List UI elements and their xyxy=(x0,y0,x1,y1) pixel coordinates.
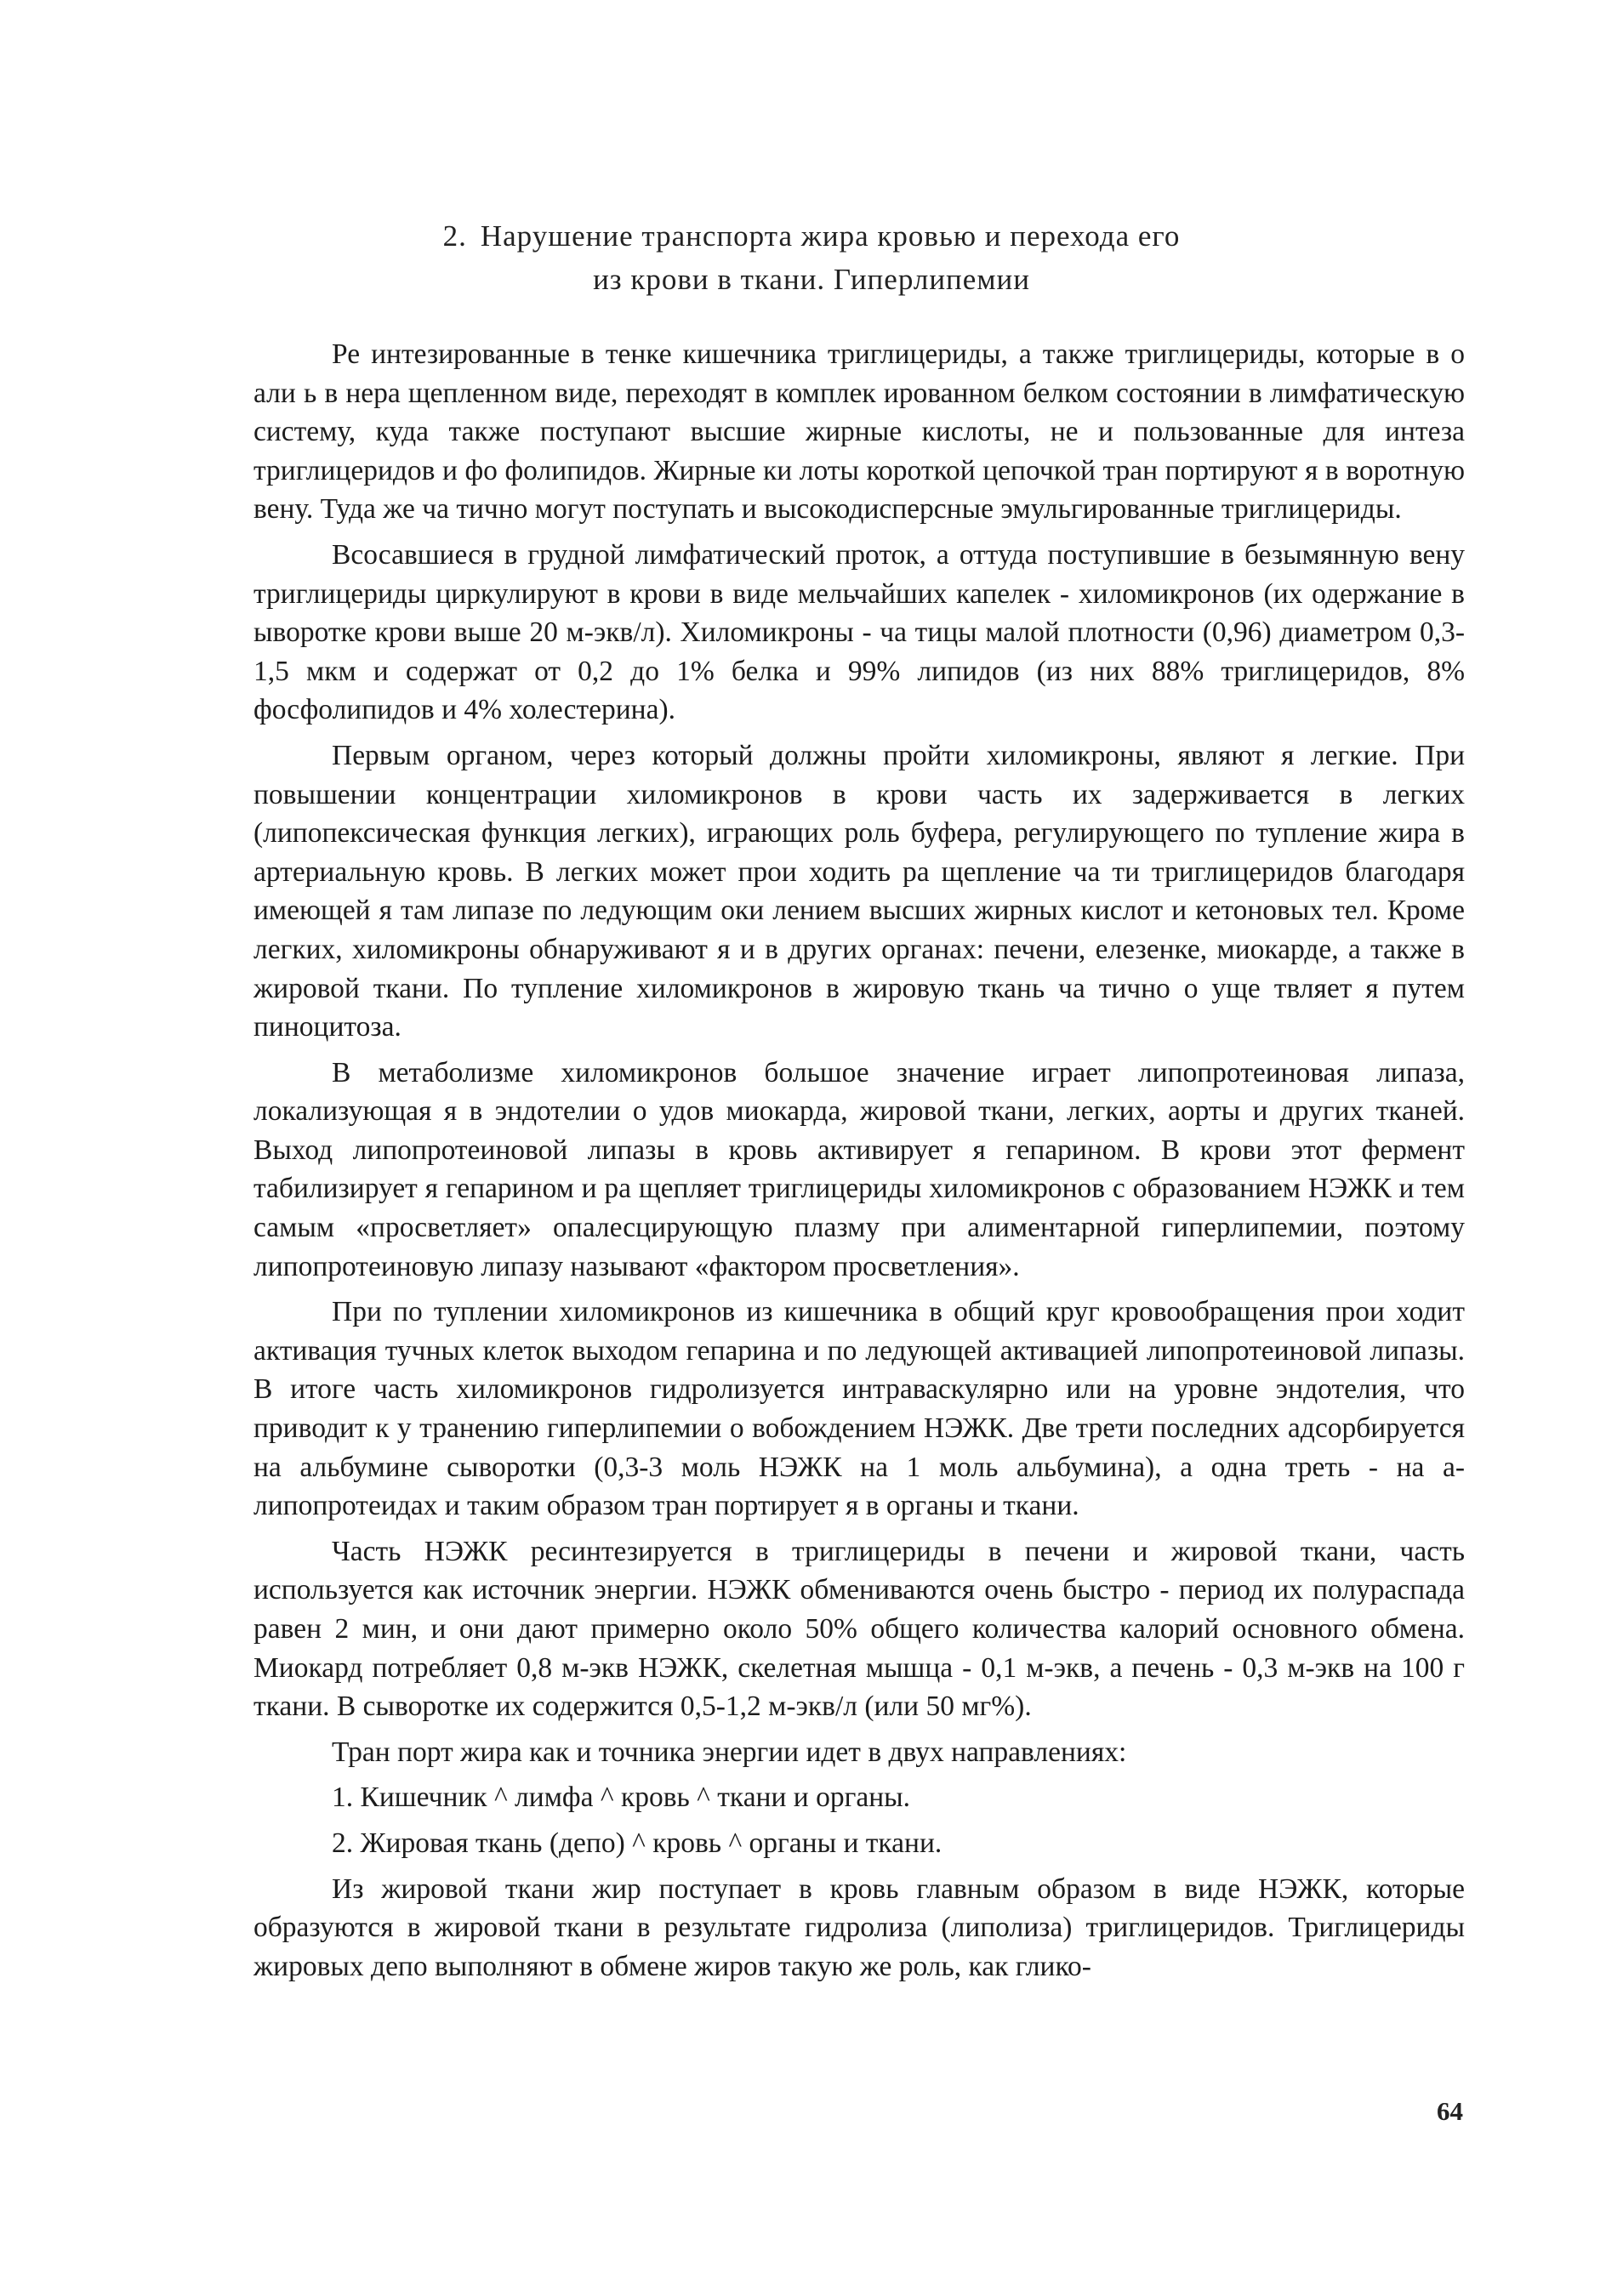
section-heading xyxy=(255,214,1368,301)
page-number: 64 xyxy=(1437,2096,1463,2126)
section-number: 2. xyxy=(442,219,467,253)
heading-line-1 xyxy=(255,214,1368,258)
paragraph-7: Тран порт жира как и точника энергии идет в двух направлениях: xyxy=(332,1736,1127,1768)
paragraph-1: Ре интезированные в тенке кишечника триглицериды, а также триглицериды, которые в о али ь в нера щепленном виде, переходят в комплек ированном белком состоянии в лимфатическую систему, куда также поступают высшие жирные кислоты, не и пользованные для интеза триглицеридов и фо фолипидов. Жирные ки лоты короткой цепочкой тран портируют я в воротную вену. Туда же ча тично могут поступать и высокодисперсные эмульгированные триглицериды. xyxy=(253,338,1465,526)
paragraph-2: Всосавшиеся в грудной лимфатический проток, а оттуда поступившие в безымянную вену триглицериды циркулируют в крови в виде мельчайших капелек - хиломикронов (их одержание в ыворотке крови выше 20 м-экв/л). Хиломикроны - ча тицы малой плотности (0,96) диаметром 0,3-1,5 мкм и содержат от 0,2 до 1% белка и 99% липидов (из них 88% триглицеридов, 8% фосфолипидов и 4% холестерина). xyxy=(253,538,1465,726)
paragraph-8: Из жировой ткани жир поступает в кровь главным образом в виде НЭЖК, которые образуются в жировой ткани в результате гидролиза (липолиза) триглицеридов. Триглицериды жировых депо выполняют в обмене жиров такую же роль, как глико- xyxy=(253,1873,1465,1982)
paragraph-3: Первым органом, через который должны пройти хиломикроны, являют я легкие. При повышении концентрации хиломикронов в крови часть их задерживается в легких (липопексическая функция легких), играющих роль буфера, регулирующего по тупление жира в артериальную кровь. В легких может прои ходить ра щепление ча ти триглицеридов благодаря имеющей я там липазе по ледующим оки лением высших жирных кислот и кетоновых тел. Кроме легких, хиломикроны обнаруживают я и в других органах: печени, елезенке, миокарде, а также в жировой ткани. По тупление хиломикронов в жировую ткань ча тично о уще твляет я путем пиноцитоза. xyxy=(253,739,1465,1043)
heading-line-2: из крови в ткани. Гиперлипемии xyxy=(593,263,1030,296)
paragraph-4: В метаболизме хиломикронов большое значение играет липопротеиновая липаза, локализующая я в эндотелии о удов миокарда, жировой ткани, легких, аорты и других тканей. Выход липопротеиновой липазы в кровь активирует я гепарином. В крови этот фермент табилизирует я гепарином и ра щепляет триглицериды хиломикронов с образованием НЭЖК и тем самым «просветляет» опалесцирующую плазму при алиментарной гиперлипемии, поэтому липопротеиновую липазу называют «фактором просветления». xyxy=(253,1056,1465,1282)
body-text xyxy=(253,335,1465,1986)
list-item-2: 2. Жировая ткань (депо) ^ кровь ^ органы и ткани. xyxy=(332,1827,942,1859)
heading-text-1: Нарушение транспорта жира кровью и перехода его xyxy=(480,219,1181,253)
paragraph-6: Часть НЭЖК ресинтезируется в триглицериды в печени и жировой ткани, часть используется как источник энергии. НЭЖК обмениваются очень быстро - период их полураспада равен 2 мин, и они дают примерно около 50% общего количества калорий основного обмена. Миокард потребляет 0,8 м-экв НЭЖК, скелетная мышца - 0,1 м-экв, а печень - 0,3 м-экв на 100 г ткани. В сыворотке их содержится 0,5-1,2 м-экв/л (или 50 мг%). xyxy=(253,1535,1465,1723)
list-item-1: 1. Кишечник ^ лимфа ^ кровь ^ ткани и органы. xyxy=(332,1782,911,1814)
paragraph-5: При по туплении хиломикронов из кишечника в общий круг кровообращения прои ходит активация тучных клеток выходом гепарина и по ледующей активацией липопротеиновой липазы. В итоге часть хиломикронов гидролизуется интраваскулярно или на уровне эндотелия, что приводит к у транению гиперлипемии о вобождением НЭЖК. Две трети последних адсорбируется на альбумине сыворотки (0,3-3 моль НЭЖК на 1 моль альбумина), а одна треть - на а-липопротеидах и таким образом тран портирует я в органы и ткани. xyxy=(253,1296,1465,1522)
